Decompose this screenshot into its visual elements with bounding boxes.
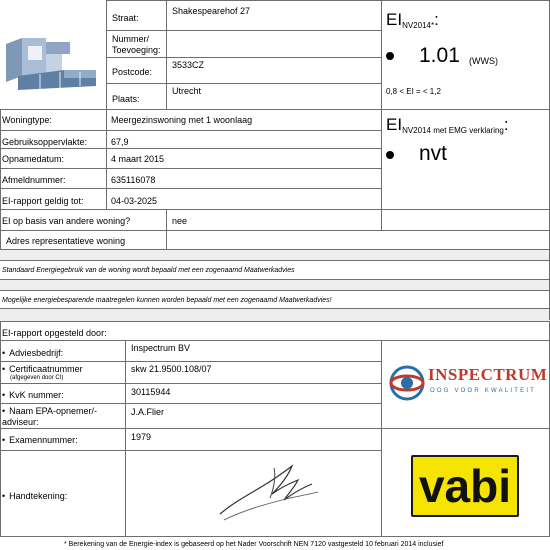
detail-label-geldig-tot: EI-rapport geldig tot: bbox=[2, 196, 84, 206]
ei-heading-main: EI bbox=[386, 10, 403, 29]
rule bbox=[106, 57, 382, 58]
ei-emg-value: nvt bbox=[419, 142, 448, 165]
naam-label: • Naam EPA-opnemer/- adviseur: bbox=[2, 406, 97, 428]
inspectrum-globe-icon bbox=[388, 364, 426, 402]
rule bbox=[381, 0, 382, 230]
detail-label-opnamedatum: Opnamedatum: bbox=[2, 154, 65, 164]
other-basis-value: nee bbox=[172, 216, 188, 226]
rule bbox=[0, 428, 550, 429]
rule bbox=[0, 188, 382, 189]
prepared-by-label: EI-rapport opgesteld door: bbox=[2, 328, 107, 338]
rule bbox=[0, 249, 550, 250]
rule bbox=[0, 109, 1, 249]
rule bbox=[0, 290, 550, 291]
ei-value: 1.01 bbox=[419, 44, 460, 67]
rule bbox=[0, 361, 382, 362]
rule bbox=[0, 383, 382, 384]
band-2 bbox=[0, 280, 550, 290]
ei-emg-heading bbox=[386, 115, 509, 135]
house-illustration bbox=[0, 28, 103, 92]
detail-value-woningtype: Meergezinswoning met 1 woonlaag bbox=[111, 115, 253, 125]
signature bbox=[214, 458, 324, 526]
detail-label-oppervlakte: Gebruiksoppervlakte: bbox=[2, 137, 88, 147]
rule bbox=[106, 109, 107, 209]
handtekening-label: • Handtekening: bbox=[2, 491, 67, 502]
rule bbox=[0, 321, 550, 322]
ei-emg-heading-sub: NV2014 met EMG verklaring bbox=[402, 126, 504, 135]
rule bbox=[0, 321, 1, 536]
detail-label-woningtype: Woningtype: bbox=[2, 115, 52, 125]
rule bbox=[166, 209, 167, 249]
ei-range: 0,8 < EI = < 1,2 bbox=[386, 87, 441, 96]
inspectrum-tagline: OOG VOOR KWALITEIT bbox=[430, 388, 537, 394]
rule bbox=[106, 0, 107, 109]
detail-value-geldig-tot: 04-03-2025 bbox=[111, 196, 158, 206]
rule bbox=[0, 403, 382, 404]
vabi-text: vabi bbox=[418, 460, 512, 512]
band-3 bbox=[0, 309, 550, 321]
kvk-label: • KvK nummer: bbox=[2, 390, 64, 401]
nummer-label: Nummer/ Toevoeging: bbox=[112, 34, 161, 55]
rule bbox=[0, 109, 550, 110]
detail-value-afmeldnummer: 635116078 bbox=[111, 175, 156, 185]
rule bbox=[0, 260, 550, 261]
rule bbox=[0, 340, 550, 341]
rule bbox=[106, 30, 382, 31]
rule bbox=[0, 450, 382, 451]
rule bbox=[0, 308, 550, 309]
inspectrum-logo bbox=[386, 362, 546, 404]
representative-label: Adres representatieve woning bbox=[6, 236, 126, 246]
plaats-label: Plaats: bbox=[112, 94, 140, 104]
kvk-value: 30115944 bbox=[131, 387, 171, 397]
detail-value-oppervlakte: 67,9 bbox=[111, 137, 129, 147]
plaats-value: Utrecht bbox=[172, 86, 202, 96]
inspectrum-name: INSPECTRUM bbox=[428, 365, 548, 384]
bedrijf-value: Inspectrum BV bbox=[131, 343, 191, 353]
cert-label: • Certificaatnummer bbox=[2, 364, 83, 375]
ei-heading-colon: : bbox=[434, 10, 439, 29]
cert-value: skw 21.9500.108/07 bbox=[131, 364, 212, 374]
ei-heading-sub: NV2014* bbox=[402, 21, 435, 30]
straat-label: Straat: bbox=[112, 13, 139, 23]
examen-label: • Examennummer: bbox=[2, 435, 78, 446]
note-standard: Standaard Energiegebruik van de woning wordt bepaald met een zogenaamd Maatwerkadvies bbox=[2, 267, 295, 274]
rule bbox=[0, 168, 382, 169]
other-basis-label: EI op basis van andere woning? bbox=[2, 216, 131, 226]
naam-value: J.A.Flier bbox=[131, 407, 165, 417]
postcode-value: 3533CZ bbox=[172, 60, 205, 70]
rule bbox=[0, 536, 550, 537]
rule bbox=[381, 340, 382, 536]
ei-heading bbox=[386, 10, 439, 30]
detail-value-opnamedatum: 4 maart 2015 bbox=[111, 154, 165, 164]
detail-label-afmeldnummer: Afmeldnummer: bbox=[2, 175, 66, 185]
ei-emg-bullet bbox=[386, 151, 394, 159]
postcode-label: Postcode: bbox=[112, 67, 153, 77]
footnote: * Berekening van de Energie-index is gebaseerd op het Nader Voorschrift NEN 7120 vastgesteld 10 februari 2014 inclusief bbox=[64, 541, 444, 548]
rule bbox=[106, 0, 550, 1]
rule bbox=[0, 279, 550, 280]
rule bbox=[125, 340, 126, 536]
rule bbox=[0, 209, 550, 210]
vabi-logo bbox=[411, 455, 519, 517]
rule bbox=[166, 0, 167, 109]
rule bbox=[0, 148, 382, 149]
ei-emg-heading-main: EI bbox=[386, 115, 403, 134]
examen-value: 1979 bbox=[131, 432, 152, 442]
straat-value: Shakespearehof 27 bbox=[172, 6, 251, 16]
band-1 bbox=[0, 250, 550, 260]
ei-emg-heading-colon: : bbox=[503, 115, 509, 134]
note-measures: Mogelijke energiebesparende maatregelen kunnen worden bepaald met een zogenaamd Maatwerkadvies! bbox=[2, 297, 332, 304]
ei-bullet bbox=[386, 52, 394, 60]
ei-unit: (WWS) bbox=[469, 56, 498, 66]
rule bbox=[106, 83, 382, 84]
rule bbox=[0, 230, 550, 231]
cert-sublabel: (afgegeven door CI) bbox=[10, 375, 64, 381]
bedrijf-label: • Adviesbedrijf: bbox=[2, 348, 63, 359]
rule bbox=[0, 130, 382, 131]
